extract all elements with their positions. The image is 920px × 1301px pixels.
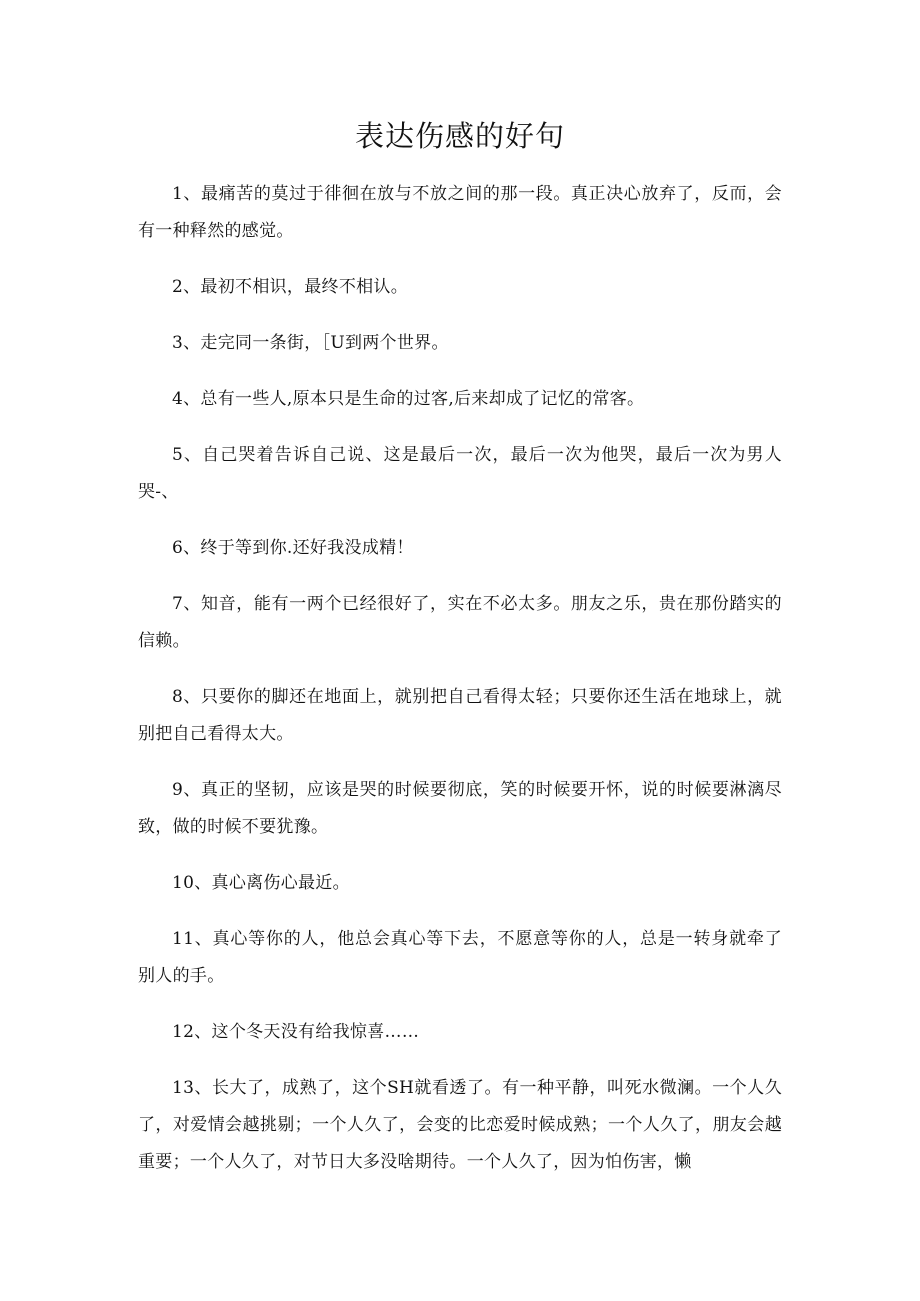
sentence-item-11: 11、真心等你的人，他总会真心等下去，不愿意等你的人，总是一转身就牵了别人的手。 [138, 929, 782, 986]
sentence-list [138, 176, 782, 1181]
sentence-item-4: 4、总有一些人,原本只是生命的过客,后来却成了记忆的常客。 [172, 389, 645, 409]
sentence-item-6: 6、终于等到你.还好我没成精！ [172, 538, 414, 558]
sentence-item-10: 10、真心离伤心最近。 [172, 873, 350, 893]
page-title: 表达伤感的好句 [354, 119, 565, 153]
sentence-item-7: 7、知音，能有一两个已经很好了，实在不必太多。朋友之乐，贵在那份踏实的信赖。 [138, 594, 782, 651]
sentence-item-8: 8、只要你的脚还在地面上，就别把自己看得太轻；只要你还生活在地球上，就别把自己看得太大。 [138, 687, 782, 744]
sentence-item-12: 12、这个冬天没有给我惊喜…… [172, 1022, 420, 1042]
sentence-item-13: 13、长大了，成熟了，这个SH就看透了。有一种平静，叫死水微澜。一个人久了，对爱情会越挑剔；一个人久了，会变的比恋爱时候成熟；一个人久了，朋友会越重要；一个人久了，对节日大多没啥期待。一个人久了，因为怕伤害，懒 [138, 1078, 782, 1172]
sentence-item-3: 3、走完同一条街，［U到两个世界。 [172, 333, 449, 353]
sentence-item-5: 5、自己哭着告诉自己说、这是最后一次，最后一次为他哭，最后一次为男人哭-、 [138, 445, 782, 502]
sentence-item-1: 1、最痛苦的莫过于徘徊在放与不放之间的那一段。真正决心放弃了，反而，会有一种释然的感觉。 [138, 184, 782, 241]
sentence-item-9: 9、真正的坚韧，应该是哭的时候要彻底，笑的时候要开怀，说的时候要淋漓尽致，做的时候不要犹豫。 [138, 780, 782, 837]
sentence-item-2: 2、最初不相识，最终不相认。 [172, 277, 409, 297]
